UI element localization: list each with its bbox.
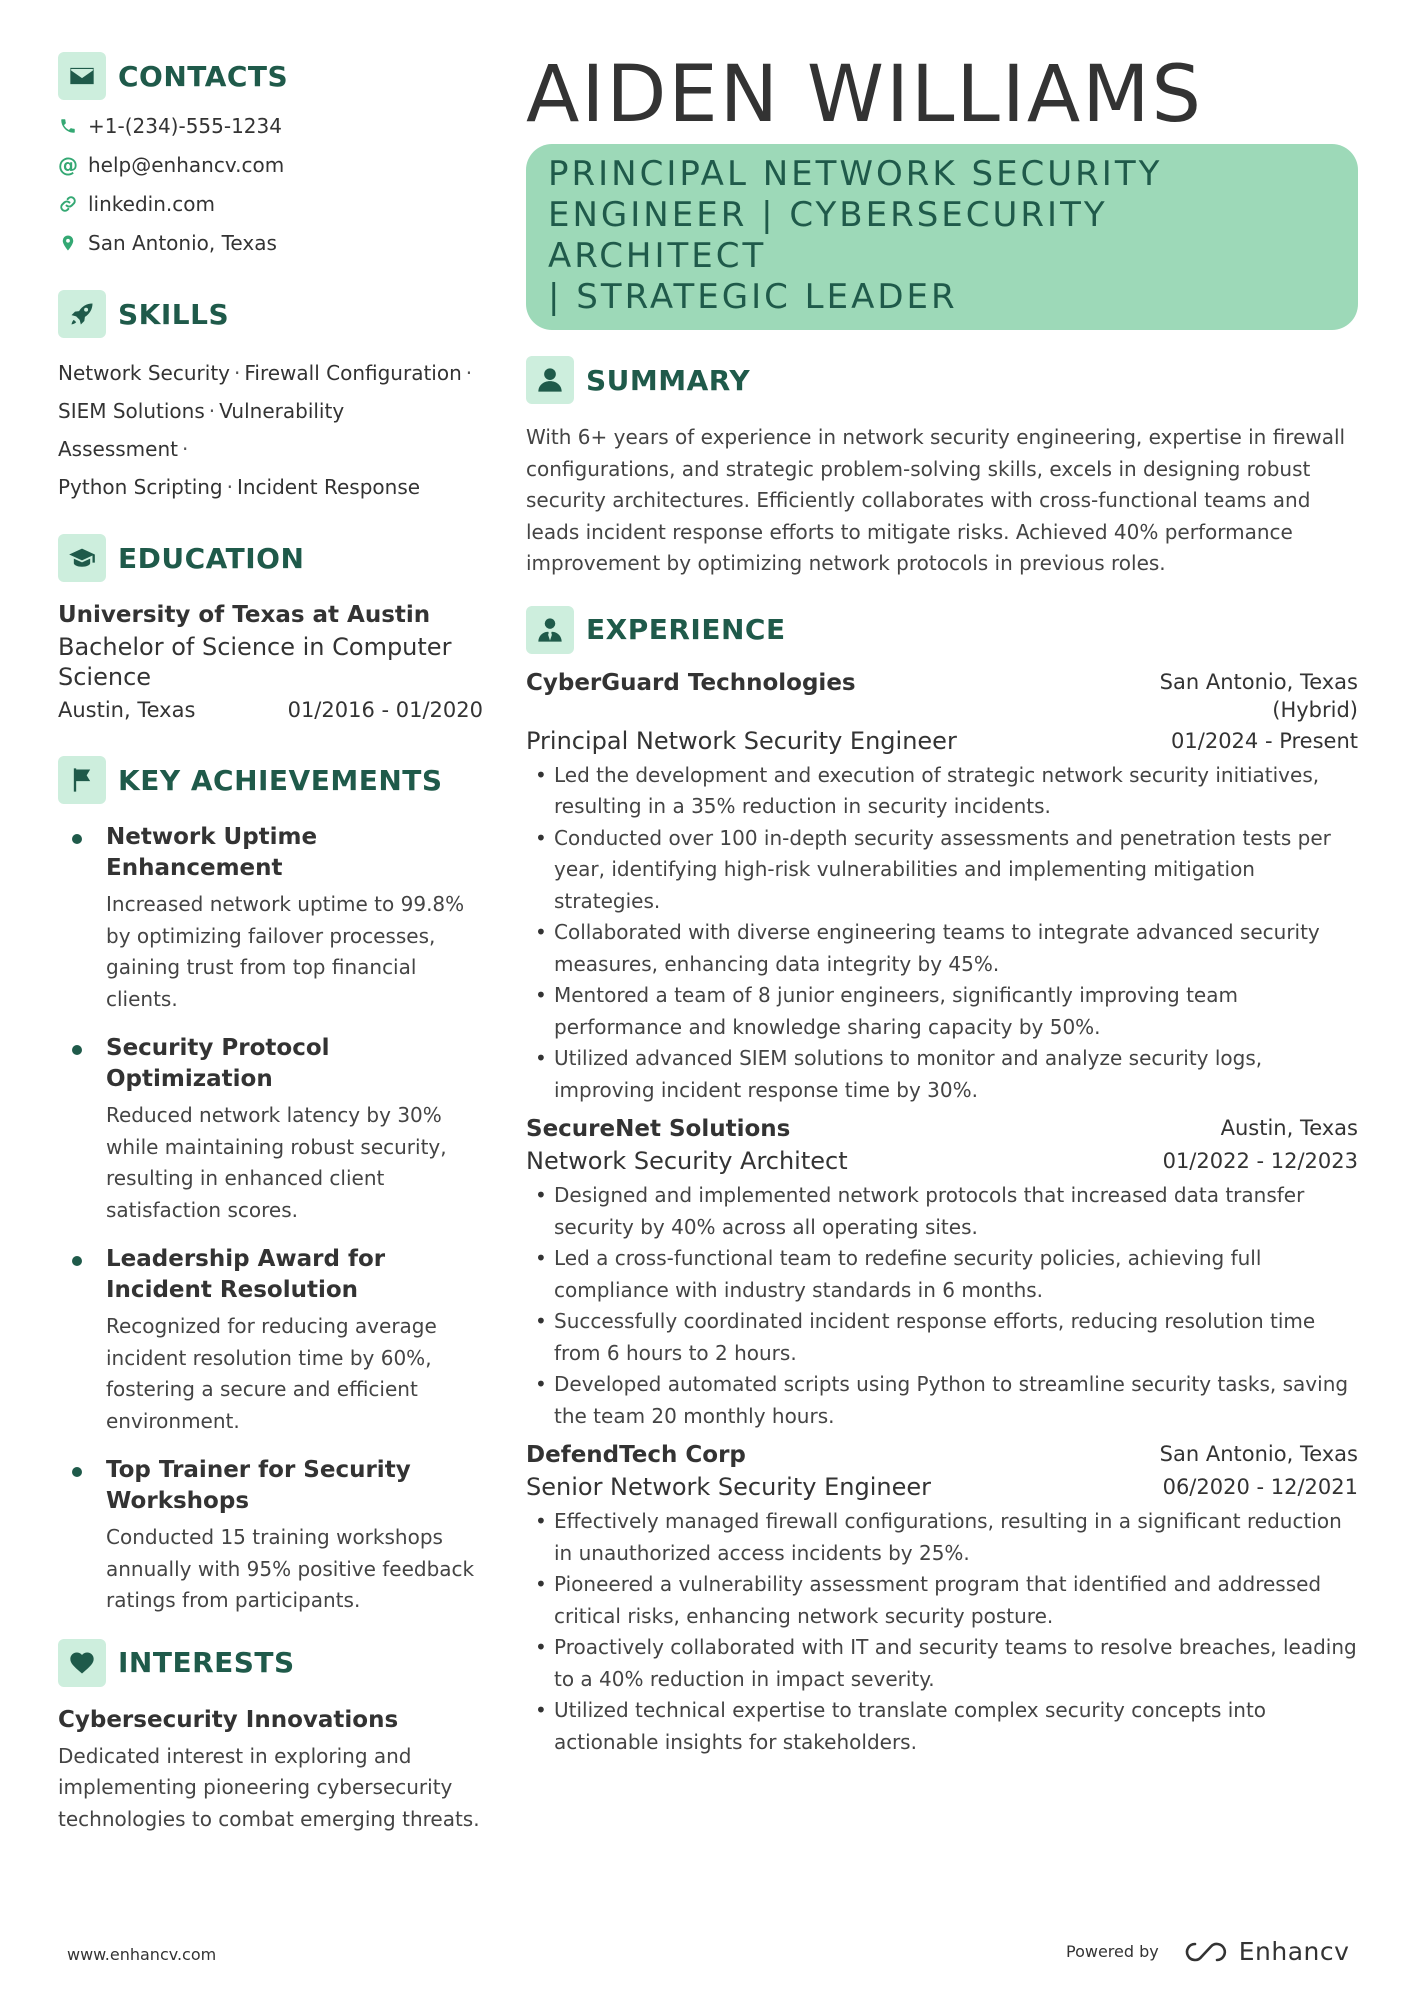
summary-header	[526, 356, 1358, 404]
achievements-header	[58, 756, 483, 804]
job-bullet: • Pioneered a vulnerability assessment program that identified and addressed critical risks, enhancing network security posture.	[526, 1569, 1358, 1632]
job-subheader	[526, 726, 1358, 756]
skills-header	[58, 290, 483, 338]
map-pin-icon	[58, 233, 78, 253]
title-line: | STRATEGIC LEADER	[548, 277, 958, 317]
email-text: help@enhancv.com	[88, 152, 285, 177]
title-banner	[526, 144, 1358, 330]
job-location-text: San Antonio, Texas	[1159, 1442, 1358, 1466]
job-role: Network Security Architect	[526, 1147, 848, 1175]
job-location-note: (Hybrid)	[1272, 697, 1358, 722]
contact-linkedin[interactable]	[58, 184, 483, 223]
job-bullet: • Utilized technical expertise to translate complex security concepts into actionable insights for stakeholders.	[526, 1695, 1358, 1758]
skills-section	[58, 290, 483, 506]
contact-location	[58, 223, 483, 262]
person-name: AIDEN WILLIAMS	[526, 50, 1204, 140]
job-bullet: • Led a cross-functional team to redefine security policies, achieving full compliance with industry standards in 6 months.	[526, 1243, 1358, 1306]
job-bullet: • Led the development and execution of strategic network security initiatives, resulting in a 35% reduction in security incidents.	[526, 760, 1358, 823]
job-bullet: • Developed automated scripts using Python to streamline security tasks, saving the team 20 monthly hours.	[526, 1369, 1358, 1432]
achievement-item	[58, 822, 483, 1015]
job-location-text: Austin, Texas	[1220, 1116, 1358, 1140]
contacts-section	[58, 52, 483, 262]
job-entry	[526, 668, 1358, 1107]
left-column	[58, 52, 483, 1835]
job-dates: 01/2022 - 12/2023	[1162, 1149, 1358, 1173]
footer-website[interactable]: www.enhancv.com	[67, 1945, 217, 1964]
envelope-icon	[58, 52, 106, 100]
section-title: KEY ACHIEVEMENTS	[118, 763, 443, 797]
job-role: Principal Network Security Engineer	[526, 726, 957, 755]
job-dates: 01/2024 - Present	[1171, 728, 1358, 753]
skills-list: Network Security · Firewall Configuration · SIEM Solutions · Vulnerability Assessment · Python Scripting · Incident Response	[58, 361, 473, 499]
achievement-desc: Increased network uptime to 99.8% by optimizing failover processes, gaining trust from top financial clients.	[106, 892, 465, 1011]
achievements-section	[58, 756, 483, 1617]
summary-text: With 6+ years of experience in network security engineering, expertise in firewall configurations, and strategic problem-solving skills, excels in designing robust security architectures. Efficiently collaborates with cross-functional teams and leads incident response efforts to mitigate risks. Achieved 40% performance improvement by optimizing network protocols in previous roles.	[526, 425, 1346, 575]
at-sign-icon: @	[58, 152, 78, 177]
skill-item: Incident Response	[236, 475, 421, 499]
achievement-item	[58, 1455, 483, 1617]
graduation-cap-icon	[58, 534, 106, 582]
section-title: EXPERIENCE	[586, 613, 786, 646]
education-dates: 01/2016 - 01/2020	[287, 698, 483, 722]
section-title: EDUCATION	[118, 541, 305, 575]
job-bullet: • Utilized advanced SIEM solutions to monitor and analyze security logs, improving incident response time by 30%.	[526, 1043, 1358, 1106]
skill-item: SIEM Solutions	[58, 399, 205, 423]
experience-section	[526, 606, 1358, 1759]
achievement-desc: Recognized for reducing average incident resolution time by 60%, fostering a secure and efficient environment.	[106, 1314, 437, 1433]
link-icon	[58, 194, 78, 214]
company-name: DefendTech Corp	[526, 1442, 746, 1468]
enhancv-logo-icon	[1183, 1940, 1229, 1964]
achievement-title: Security Protocol Optimization	[106, 1035, 330, 1092]
company-name: SecureNet Solutions	[526, 1116, 791, 1142]
interests-header	[58, 1639, 483, 1687]
job-role: Senior Network Security Engineer	[526, 1473, 931, 1501]
section-title: INTERESTS	[118, 1646, 295, 1679]
education-section	[58, 534, 483, 722]
brand-name: Enhancv	[1238, 1937, 1350, 1966]
achievement-desc: Conducted 15 training workshops annually with 95% positive feedback ratings from participants.	[106, 1525, 475, 1612]
phone-icon	[58, 116, 78, 136]
interest-desc: Dedicated interest in exploring and implementing pioneering cybersecurity technologies to combat emerging threats.	[58, 1743, 480, 1831]
job-bullet: • Conducted over 100 in-depth security assessments and penetration tests per year, identifying high-risk vulnerabilities and implementing mitigation strategies.	[526, 823, 1358, 918]
bullet-dot	[72, 1256, 82, 1266]
school-name: University of Texas at Austin	[58, 602, 431, 628]
phone-text: +1-(234)-555-1234	[88, 113, 282, 138]
job-subheader	[526, 1146, 1358, 1176]
job-bullet: • Mentored a team of 8 junior engineers, significantly improving team performance and knowledge sharing capacity by 50%.	[526, 980, 1358, 1043]
bullet-dot	[72, 1467, 82, 1477]
footer-branding[interactable]	[1066, 1937, 1349, 1966]
skill-item: Firewall Configuration	[244, 361, 462, 385]
section-title: SKILLS	[118, 297, 230, 331]
job-bullet: • Proactively collaborated with IT and security teams to resolve breaches, leading to a 40% reduction in impact severity.	[526, 1632, 1358, 1695]
achievement-item	[58, 1033, 483, 1226]
achievement-title: Leadership Award for Incident Resolution	[106, 1246, 386, 1303]
achievement-title: Network Uptime Enhancement	[106, 824, 318, 881]
rocket-icon	[58, 290, 106, 338]
job-bullet: • Successfully coordinated incident response efforts, reducing resolution time from 6 hours to 2 hours.	[526, 1306, 1358, 1369]
job-location	[1160, 668, 1358, 724]
title-line: ENGINEER | CYBERSECURITY ARCHITECT	[548, 195, 1108, 276]
summary-section	[526, 356, 1358, 580]
title-line: PRINCIPAL NETWORK SECURITY	[548, 154, 1163, 194]
contact-email[interactable]	[58, 145, 483, 184]
bullet-dot	[72, 1045, 82, 1055]
user-tie-icon	[526, 606, 574, 654]
user-icon	[526, 356, 574, 404]
job-bullet: • Effectively managed firewall configurations, resulting in a significant reduction in unauthorized access incidents by 25%.	[526, 1506, 1358, 1569]
heart-icon	[58, 1639, 106, 1687]
job-bullets	[526, 1506, 1358, 1758]
flag-icon	[58, 756, 106, 804]
job-location	[1221, 1114, 1358, 1142]
job-bullet: • Collaborated with diverse engineering teams to integrate advanced security measures, enhancing data integrity by 45%.	[526, 917, 1358, 980]
job-header	[526, 1114, 1358, 1144]
job-header	[526, 1440, 1358, 1470]
contacts-header	[58, 52, 483, 100]
skill-item: Python Scripting	[58, 475, 223, 499]
job-location	[1160, 1440, 1358, 1468]
job-bullets	[526, 1180, 1358, 1432]
experience-header	[526, 606, 1358, 654]
job-dates: 06/2020 - 12/2021	[1162, 1475, 1358, 1499]
right-column	[526, 50, 1358, 1758]
skill-item: Vulnerability Assessment	[58, 399, 345, 461]
section-title: SUMMARY	[586, 363, 751, 397]
bullet-dot	[72, 834, 82, 844]
linkedin-text: linkedin.com	[88, 191, 215, 216]
achievement-desc: Reduced network latency by 30% while maintaining robust security, resulting in enhanced client satisfaction scores.	[106, 1103, 447, 1222]
education-meta	[58, 698, 483, 722]
company-name: CyberGuard Technologies	[526, 669, 856, 696]
job-subheader	[526, 1472, 1358, 1502]
education-header	[58, 534, 483, 582]
job-location-text: San Antonio, Texas	[1159, 669, 1358, 694]
location-text: San Antonio, Texas	[88, 230, 277, 255]
powered-by-text: Powered by	[1066, 1942, 1159, 1961]
degree: Bachelor of Science in Computer Science	[58, 633, 452, 691]
skill-item: Network Security	[58, 361, 230, 385]
interest-title: Cybersecurity Innovations	[58, 1706, 399, 1733]
job-bullet: • Designed and implemented network protocols that increased data transfer security by 40% across all operating sites.	[526, 1180, 1358, 1243]
contact-phone[interactable]	[58, 106, 483, 145]
job-header	[526, 668, 1358, 724]
job-entry	[526, 1440, 1358, 1758]
job-entry	[526, 1114, 1358, 1432]
achievement-title: Top Trainer for Security Workshops	[106, 1457, 411, 1514]
job-bullets	[526, 760, 1358, 1107]
achievement-item	[58, 1244, 483, 1437]
section-title: CONTACTS	[118, 59, 289, 93]
education-location: Austin, Texas	[58, 698, 196, 722]
interests-section	[58, 1639, 483, 1836]
